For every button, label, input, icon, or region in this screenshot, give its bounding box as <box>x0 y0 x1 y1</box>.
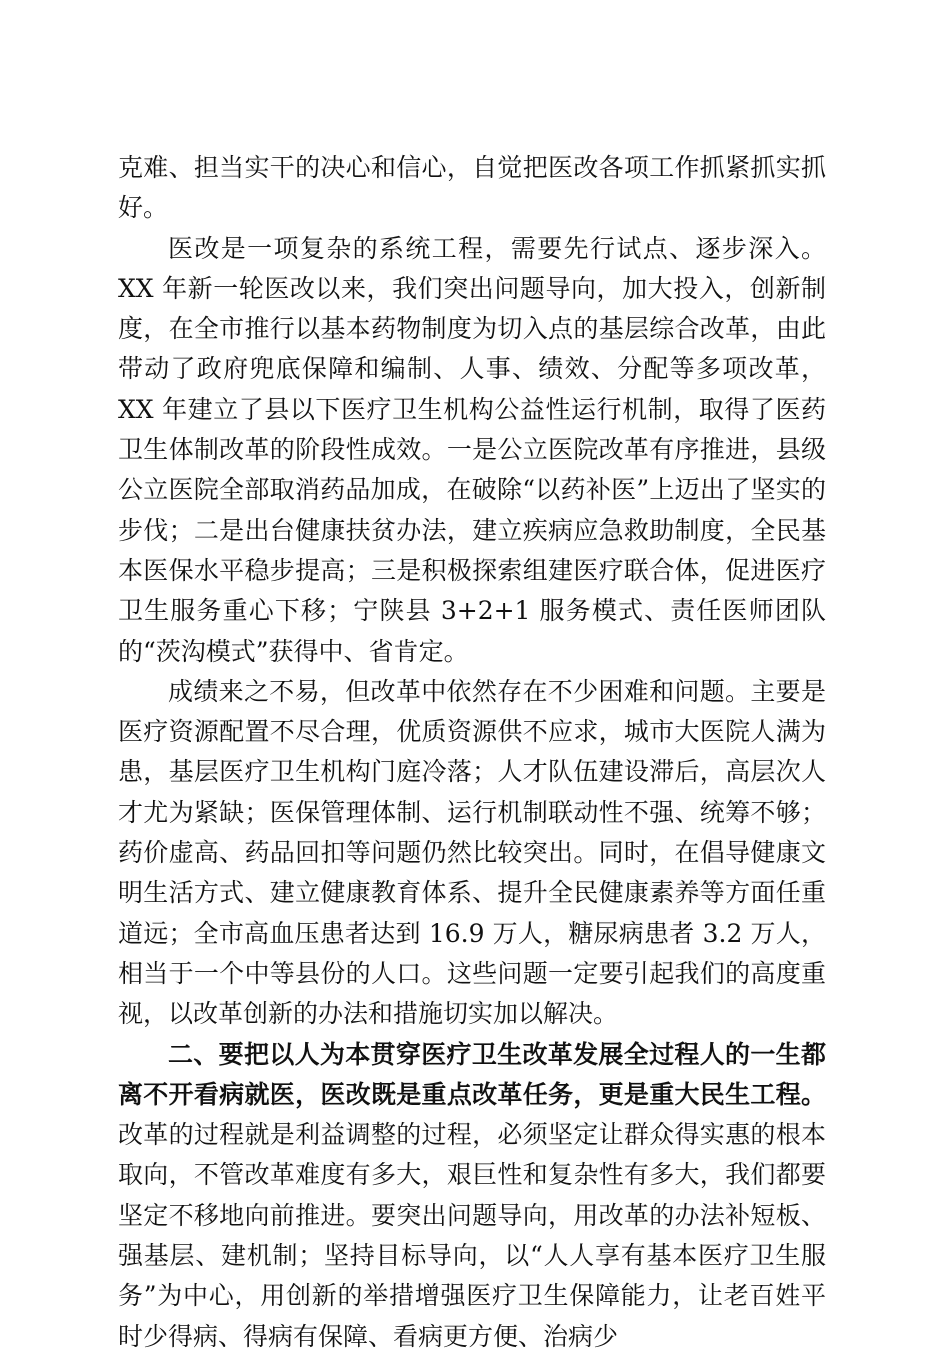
section-two-body: 改革的过程就是利益调整的过程，必须坚定让群众得实惠的根本取向，不管改革难度有多大，艰巨性和复杂性有多大，我们都要坚定不移地向前推进。要突出问题导向，用改革的办法补短板、强基层、建机制；坚持目标导向，以“人人享有基本医疗卫生服务”为中心，用创新的举措增强医疗卫生保障能力，让老百姓平时少得病、得病有保障、看病更方便、治病少 <box>118 1120 826 1351</box>
paragraph-section-two <box>118 1035 826 1357</box>
section-two-heading: 二、要把以人为本贯穿医疗卫生改革发展全过程人的一生都离不开看病就医，医改既是重点改革任务，更是重大民生工程。 <box>118 1039 826 1109</box>
paragraph-problems: 成绩来之不易，但改革中依然存在不少困难和问题。主要是医疗资源配置不尽合理，优质资源供不应求，城市大医院人满为患，基层医疗卫生机构门庭冷落；人才队伍建设滞后，高层次人才尤为紧缺；医保管理体制、运行机制联动性不强、统筹不够；药价虚高、药品回扣等问题仍然比较突出。同时，在倡导健康文明生活方式、建立健康教育体系、提升全民健康素养等方面任重道远；全市高血压患者达到 16.9 万人，糖尿病患者 3.2 万人，相当于一个中等县份的人口。这些问题一定要引起我们的高度重视，以改革创新的办法和措施切实加以解决。 <box>118 676 826 1029</box>
document-page <box>118 148 826 1357</box>
paragraph-continuation: 克难、担当实干的决心和信心，自觉把医改各项工作抓紧抓实抓好。 <box>118 153 826 223</box>
paragraph-reform-progress: 医改是一项复杂的系统工程，需要先行试点、逐步深入。XX 年新一轮医改以来，我们突出问题导向，加大投入，创新制度，在全市推行以基本药物制度为切入点的基层综合改革，由此带动了政府兜底保障和编制、人事、绩效、分配等多项改革，XX 年建立了县以下医疗卫生机构公益性运行机制，取得了医药卫生体制改革的阶段性成效。一是公立医院改革有序推进，县级公立医院全部取消药品加成，在破除“以药补医”上迈出了坚实的步伐；二是出台健康扶贫办法，建立疾病应急救助制度，全民基本医保水平稳步提高；三是积极探索组建医疗联合体，促进医疗卫生服务重心下移；宁陕县 3+2+1 服务模式、责任医师团队的“茨沟模式”获得中、省肯定。 <box>118 233 826 666</box>
